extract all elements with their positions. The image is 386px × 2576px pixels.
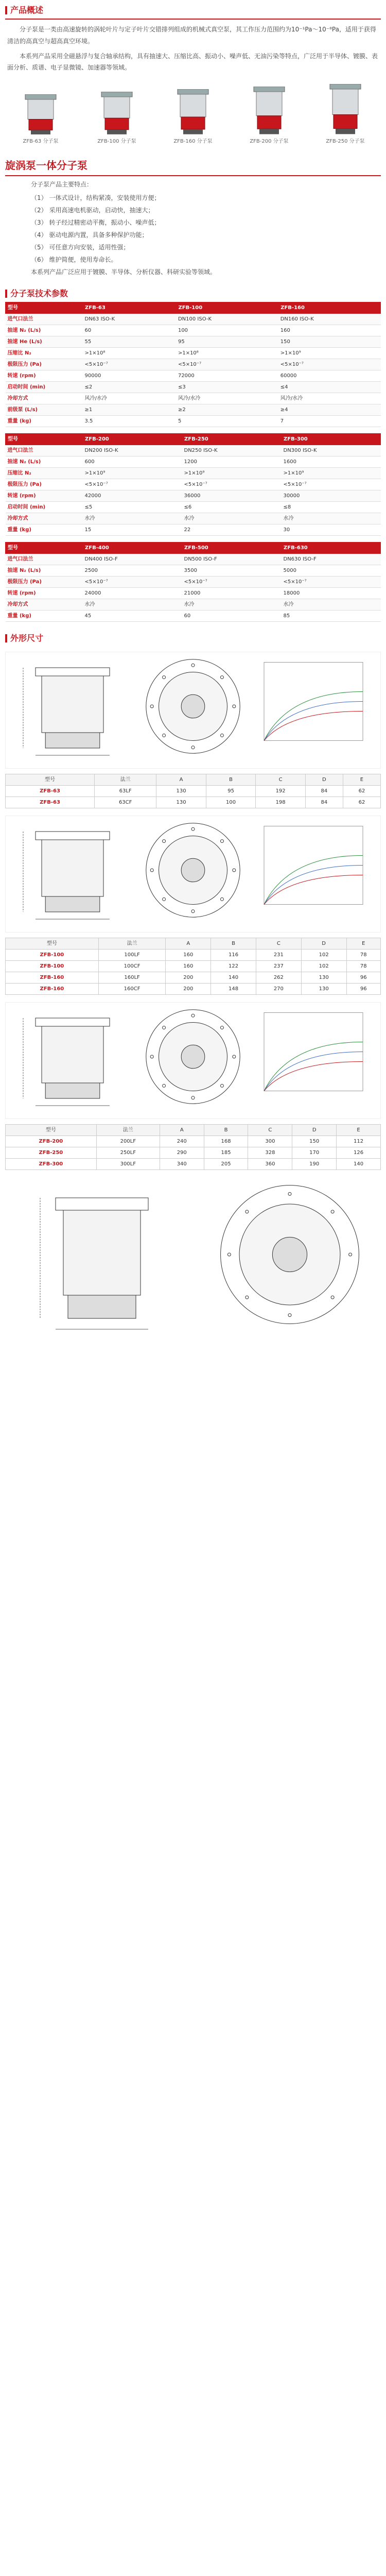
dimension-header-cell: 法兰: [96, 1125, 160, 1136]
spec-cell: >1×10⁸: [176, 348, 278, 359]
dimension-cell: 150: [292, 1136, 337, 1147]
dimension-cell: 328: [248, 1147, 292, 1159]
spec-header-cell: ZFB-500: [182, 543, 282, 554]
dimension-cell: 112: [337, 1136, 381, 1147]
spec-cell: DN250 ISO-K: [182, 445, 282, 456]
pump-caption: ZFB-160 分子泵: [173, 139, 213, 145]
spec-row: [6, 513, 381, 524]
dimension-cell: 95: [206, 786, 256, 797]
dimension-cell: 140: [337, 1159, 381, 1170]
spec-cell: >1×10⁸: [83, 348, 176, 359]
spec-cell: 21000: [182, 588, 282, 599]
spec-header-cell: ZFB-160: [278, 302, 381, 314]
dimension-cell: 360: [248, 1159, 292, 1170]
features-list: [0, 176, 386, 283]
spec-cell: 水冷: [182, 599, 282, 611]
spec-cell: 冷却方式: [6, 393, 83, 404]
spec-cell: 进气口法兰: [6, 554, 83, 565]
spec-row: [6, 416, 381, 427]
product-photos: [0, 1177, 386, 1345]
spec-cell: DN400 ISO-F: [83, 554, 182, 565]
spec-cell: 抽速 N₂ (L/s): [6, 565, 83, 577]
spec-cell: 压缩比 N₂: [6, 348, 83, 359]
dimension-cell: 116: [211, 950, 256, 961]
dimension-header-cell: C: [248, 1125, 292, 1136]
dimension-cell: ZFB-100: [6, 950, 99, 961]
dimension-header-cell: E: [337, 1125, 381, 1136]
spec-cell: >1×10⁹: [182, 468, 282, 479]
spec-cell: 100: [176, 325, 278, 336]
spec-row: [6, 404, 381, 416]
dimension-cell: 62: [343, 797, 380, 808]
dimension-cell: 78: [346, 961, 380, 972]
spec-header-cell: ZFB-400: [83, 543, 182, 554]
spec-row: [6, 359, 381, 370]
spec-cell: 抽速 N₂ (L/s): [6, 456, 83, 468]
dimension-cell: 290: [160, 1147, 204, 1159]
spec-cell: 极限压力 (Pa): [6, 577, 83, 588]
dimension-blocks: [0, 652, 386, 1345]
spec-cell: ≤3: [176, 382, 278, 393]
spec-cell: 55: [83, 336, 176, 348]
spec-cell: >1×10⁹: [282, 468, 381, 479]
spec-row: [6, 554, 381, 565]
spec-row: [6, 490, 381, 502]
spec-row: [6, 382, 381, 393]
pump-caption: ZFB-100 分子泵: [97, 139, 136, 145]
dimension-cell: 198: [256, 797, 306, 808]
dimension-cell: 100CF: [98, 961, 166, 972]
pumping-curve: [252, 657, 375, 758]
spec-row: [6, 588, 381, 599]
dimension-row: [6, 984, 381, 995]
spec-row: [6, 479, 381, 490]
spec-cell: 进气口法兰: [6, 445, 83, 456]
dimension-drawing: [5, 652, 381, 769]
spec-cell: 1600: [282, 456, 381, 468]
spec-row: [6, 502, 381, 513]
spec-header-cell: ZFB-200: [83, 434, 182, 445]
spec-row: [6, 524, 381, 536]
spec-table: [5, 433, 381, 536]
dimension-row: [6, 972, 381, 984]
pump-image: [7, 84, 74, 135]
spec-cell: <5×10⁻⁷: [182, 577, 282, 588]
spec-cell: <5×10⁻⁷: [83, 479, 182, 490]
spec-cell: 5000: [282, 565, 381, 577]
spec-cell: 水冷: [282, 599, 381, 611]
dimension-header-cell: E: [346, 938, 380, 950]
spec-table: [5, 542, 381, 622]
spec-cell: 水冷: [83, 513, 182, 524]
dimension-row: [6, 950, 381, 961]
dimension-cell: ZFB-63: [6, 797, 95, 808]
spec-header-cell: ZFB-100: [176, 302, 278, 314]
top-view-drawing: [144, 1008, 242, 1108]
dimension-cell: 63LF: [95, 786, 156, 797]
dimension-header-cell: C: [256, 938, 301, 950]
spec-row: [6, 565, 381, 577]
dimension-header-cell: 型号: [6, 938, 99, 950]
dimension-row: [6, 1136, 381, 1147]
dimension-cell: 250LF: [96, 1147, 160, 1159]
dimension-cell: 100: [206, 797, 256, 808]
dimension-cell: 102: [301, 961, 346, 972]
dimension-header-cell: B: [206, 774, 256, 786]
dimension-cell: 340: [160, 1159, 204, 1170]
spec-cell: 600: [83, 456, 182, 468]
spec-cell: DN63 ISO-K: [83, 314, 176, 325]
dimension-header-cell: C: [256, 774, 306, 786]
dimension-header-cell: A: [160, 1125, 204, 1136]
dimension-table: [5, 1124, 381, 1170]
dimension-cell: 100LF: [98, 950, 166, 961]
dimensions-title-text: 外形尺寸: [10, 633, 44, 643]
pump-card: [160, 84, 226, 145]
dimension-header-cell: 法兰: [98, 938, 166, 950]
dimension-cell: ZFB-300: [6, 1159, 97, 1170]
spec-cell: DN100 ISO-K: [176, 314, 278, 325]
spec-cell: >1×10⁹: [278, 348, 381, 359]
dimension-header-cell: 型号: [6, 1125, 97, 1136]
spec-cell: 18000: [282, 588, 381, 599]
spec-cell: <5×10⁻⁷: [176, 359, 278, 370]
dimension-cell: ZFB-200: [6, 1136, 97, 1147]
dimension-table: [5, 938, 381, 995]
spec-cell: 2500: [83, 565, 182, 577]
dimension-cell: 200LF: [96, 1136, 160, 1147]
dimension-cell: 300: [248, 1136, 292, 1147]
spec-cell: <5×10⁻⁷: [83, 577, 182, 588]
dimension-header-cell: 型号: [6, 774, 95, 786]
spec-cell: 24000: [83, 588, 182, 599]
spec-cell: 7: [278, 416, 381, 427]
dimension-drawing: [5, 816, 381, 933]
spec-cell: <5×10⁻⁷: [182, 479, 282, 490]
pump-caption: ZFB-200 分子泵: [250, 139, 289, 145]
pumping-curve: [252, 1008, 375, 1108]
dimension-row: [6, 786, 381, 797]
spec-cell: 45: [83, 611, 182, 622]
dimension-cell: ZFB-160: [6, 984, 99, 995]
dimension-cell: 190: [292, 1159, 337, 1170]
title-mark: [5, 634, 7, 642]
spec-cell: 30000: [282, 490, 381, 502]
dimension-row: [6, 1147, 381, 1159]
pump-image: [160, 84, 226, 135]
dimension-cell: 170: [292, 1147, 337, 1159]
dimension-row: [6, 1159, 381, 1170]
spec-cell: 重量 (kg): [6, 524, 83, 536]
spec-cell: 22: [182, 524, 282, 536]
spec-header-cell: 型号: [6, 302, 83, 314]
pump-card: [83, 84, 150, 145]
spec-cell: 转速 (rpm): [6, 490, 83, 502]
spec-cell: 抽速 N₂ (L/s): [6, 325, 83, 336]
specs-title: [0, 283, 386, 302]
dimension-drawing: [5, 1002, 381, 1119]
dimension-row: [6, 797, 381, 808]
spec-cell: 60000: [278, 370, 381, 382]
spec-cell: 95: [176, 336, 278, 348]
pump-image: [312, 84, 379, 135]
spec-cell: ≤4: [278, 382, 381, 393]
dimension-cell: 130: [301, 972, 346, 984]
title-mark: [5, 290, 7, 298]
spec-cell: 冷却方式: [6, 513, 83, 524]
dimension-cell: 130: [301, 984, 346, 995]
spec-cell: DN200 ISO-K: [83, 445, 182, 456]
spec-header-row: [6, 543, 381, 554]
dimension-cell: ZFB-250: [6, 1147, 97, 1159]
spec-cell: DN160 ISO-K: [278, 314, 381, 325]
spec-cell: 风冷/水冷: [83, 393, 176, 404]
integrated-title-text: 旋涡泵一体分子泵: [5, 159, 87, 172]
pump-image: [83, 84, 150, 135]
spec-cell: 90000: [83, 370, 176, 382]
spec-cell: 启动时间 (min): [6, 502, 83, 513]
spec-cell: <5×10⁻⁷: [83, 359, 176, 370]
spec-cell: 抽速 He (L/s): [6, 336, 83, 348]
dimension-cell: 240: [160, 1136, 204, 1147]
dimension-cell: 262: [256, 972, 301, 984]
spec-header-cell: ZFB-63: [83, 302, 176, 314]
spec-cell: 72000: [176, 370, 278, 382]
spec-row: [6, 336, 381, 348]
dimension-cell: 148: [211, 984, 256, 995]
spec-cell: 前级泵 (L/s): [6, 404, 83, 416]
dimension-cell: 231: [256, 950, 301, 961]
dimension-cell: 160CF: [98, 984, 166, 995]
spec-header-row: [6, 302, 381, 314]
dimension-cell: 185: [204, 1147, 248, 1159]
pump-image: [236, 84, 303, 135]
dimension-cell: 84: [305, 797, 343, 808]
top-view-drawing: [144, 657, 242, 758]
overview-title: [0, 0, 386, 19]
dimension-cell: 122: [211, 961, 256, 972]
spec-cell: 3500: [182, 565, 282, 577]
dimension-cell: 160: [166, 961, 211, 972]
spec-cell: 转速 (rpm): [6, 588, 83, 599]
spec-cell: DN630 ISO-F: [282, 554, 381, 565]
dimension-cell: 160: [166, 950, 211, 961]
spec-cell: 60: [83, 325, 176, 336]
dimension-cell: 270: [256, 984, 301, 995]
spec-row: [6, 370, 381, 382]
spec-cell: ≥4: [278, 404, 381, 416]
dimension-cell: 192: [256, 786, 306, 797]
spec-row: [6, 611, 381, 622]
dimension-cell: 84: [305, 786, 343, 797]
dimension-cell: 237: [256, 961, 301, 972]
feature-item: （4） 驱动电源内置，具备多种保护功能；: [31, 231, 148, 239]
spec-header-cell: 型号: [6, 543, 83, 554]
pump-caption: ZFB-63 分子泵: [23, 139, 59, 145]
spec-cell: 风冷/水冷: [176, 393, 278, 404]
dimension-cell: 130: [156, 786, 206, 797]
spec-cell: 36000: [182, 490, 282, 502]
dimension-cell: 62: [343, 786, 380, 797]
spec-row: [6, 445, 381, 456]
pump-gallery: [0, 81, 386, 150]
spec-table: [5, 302, 381, 427]
spec-cell: ≥2: [176, 404, 278, 416]
overview-paragraph: 本系列产品采用全磁悬浮与复合轴承结构，具有抽速大、压缩比高、振动小、噪声低、无油污染等特点，广泛用于半导体、镀膜、表面分析、质谱、电子显微镜、加速器等领域。: [7, 52, 378, 72]
feature-item: （1） 一体式设计，结构紧凑，安装使用方便；: [31, 194, 161, 202]
spec-row: [6, 577, 381, 588]
pump-card: [7, 84, 74, 145]
dimension-table: [5, 774, 381, 808]
spec-header-cell: 型号: [6, 434, 83, 445]
dimension-header-cell: D: [305, 774, 343, 786]
spec-row: [6, 393, 381, 404]
dimension-header-row: [6, 774, 381, 786]
features-lead: 分子泵产品主要特点：: [31, 181, 93, 189]
side-view-drawing: [11, 657, 134, 763]
spec-row: [6, 456, 381, 468]
dimension-header-cell: B: [211, 938, 256, 950]
title-mark: [5, 6, 7, 14]
spec-cell: 极限压力 (Pa): [6, 359, 83, 370]
dimension-cell: 102: [301, 950, 346, 961]
dimension-cell: 160LF: [98, 972, 166, 984]
dimension-header-cell: A: [166, 938, 211, 950]
spec-cell: <5×10⁻⁷: [282, 577, 381, 588]
integrated-title: [0, 150, 386, 175]
spec-row: [6, 348, 381, 359]
dimension-cell: 205: [204, 1159, 248, 1170]
spec-header-cell: ZFB-630: [282, 543, 381, 554]
spec-cell: ≤2: [83, 382, 176, 393]
side-view-drawing: [11, 821, 134, 927]
spec-cell: 3.5: [83, 416, 176, 427]
spec-cell: 冷却方式: [6, 599, 83, 611]
dimension-header-cell: D: [292, 1125, 337, 1136]
spec-cell: ≥1: [83, 404, 176, 416]
spec-cell: 风冷/水冷: [278, 393, 381, 404]
dimension-header-cell: A: [156, 774, 206, 786]
spec-cell: DN300 ISO-K: [282, 445, 381, 456]
dimension-header-cell: B: [204, 1125, 248, 1136]
dimension-header-cell: D: [301, 938, 346, 950]
spec-tables: [0, 302, 386, 622]
spec-cell: 极限压力 (Pa): [6, 479, 83, 490]
spec-cell: ≤6: [182, 502, 282, 513]
pump-caption: ZFB-250 分子泵: [326, 139, 365, 145]
feature-item: （3） 转子经过精密动平衡，振动小、噪声低；: [31, 219, 161, 227]
dimension-cell: ZFB-63: [6, 786, 95, 797]
spec-row: [6, 599, 381, 611]
spec-cell: 1200: [182, 456, 282, 468]
dimension-cell: 96: [346, 984, 380, 995]
pumping-curve: [252, 821, 375, 922]
features-footer: 本系列产品广泛应用于镀膜、半导体、分析仪器、科研实验等领域。: [31, 268, 217, 276]
overview-text: [0, 20, 386, 81]
spec-cell: 水冷: [83, 599, 182, 611]
spec-cell: 进气口法兰: [6, 314, 83, 325]
spec-cell: 重量 (kg): [6, 611, 83, 622]
spec-header-cell: ZFB-300: [282, 434, 381, 445]
spec-row: [6, 314, 381, 325]
spec-header-cell: ZFB-250: [182, 434, 282, 445]
dimension-cell: 200: [166, 984, 211, 995]
spec-cell: 启动时间 (min): [6, 382, 83, 393]
spec-cell: 水冷: [282, 513, 381, 524]
dimension-header-row: [6, 938, 381, 950]
dimension-cell: ZFB-100: [6, 961, 99, 972]
dimension-cell: 168: [204, 1136, 248, 1147]
spec-cell: 压缩比 N₂: [6, 468, 83, 479]
dimension-cell: 63CF: [95, 797, 156, 808]
pump-card: [312, 84, 379, 145]
dimension-cell: 140: [211, 972, 256, 984]
dimension-cell: ZFB-160: [6, 972, 99, 984]
dimension-header-cell: E: [343, 774, 380, 786]
spec-cell: 15: [83, 524, 182, 536]
spec-cell: 水冷: [182, 513, 282, 524]
spec-header-row: [6, 434, 381, 445]
spec-row: [6, 325, 381, 336]
spec-cell: 转速 (rpm): [6, 370, 83, 382]
dimension-cell: 300LF: [96, 1159, 160, 1170]
dimension-header-row: [6, 1125, 381, 1136]
feature-item: （5） 可任意方向安装，适用性强；: [31, 244, 130, 251]
dimension-cell: 96: [346, 972, 380, 984]
dimension-row: [6, 961, 381, 972]
spec-cell: 160: [278, 325, 381, 336]
dimension-cell: 78: [346, 950, 380, 961]
spec-cell: 42000: [83, 490, 182, 502]
dimension-header-cell: 法兰: [95, 774, 156, 786]
spec-cell: <5×10⁻⁷: [278, 359, 381, 370]
dimension-cell: 126: [337, 1147, 381, 1159]
spec-cell: ≤8: [282, 502, 381, 513]
dimension-cell: 200: [166, 972, 211, 984]
feature-item: （2） 采用高速电机驱动，启动快，抽速大；: [31, 207, 154, 214]
spec-row: [6, 468, 381, 479]
spec-cell: DN500 ISO-F: [182, 554, 282, 565]
pump-card: [236, 84, 303, 145]
spec-cell: 5: [176, 416, 278, 427]
spec-cell: 重量 (kg): [6, 416, 83, 427]
spec-cell: >1×10⁹: [83, 468, 182, 479]
spec-cell: 30: [282, 524, 381, 536]
spec-cell: 60: [182, 611, 282, 622]
overview-title-text: 产品概述: [10, 5, 44, 15]
dimension-cell: 130: [156, 797, 206, 808]
spec-cell: 150: [278, 336, 381, 348]
spec-cell: 85: [282, 611, 381, 622]
overview-paragraph: 分子泵是一类由高速旋转的涡轮叶片与定子叶片交错排列组成的机械式真空泵，其工作压力范围约为10⁻¹Pa～10⁻⁸Pa，适用于获得清洁的高真空与超高真空环境。: [7, 26, 376, 45]
side-view-drawing: [11, 1008, 134, 1113]
specs-title-text: 分子泵技术参数: [10, 289, 68, 299]
product-photo: [25, 1182, 179, 1340]
top-view-drawing: [144, 821, 242, 922]
product-photo: [218, 1182, 362, 1340]
dimensions-title: [0, 628, 386, 647]
feature-item: （6） 维护简便，使用寿命长。: [31, 256, 117, 264]
spec-cell: ≤5: [83, 502, 182, 513]
spec-cell: <5×10⁻⁷: [282, 479, 381, 490]
